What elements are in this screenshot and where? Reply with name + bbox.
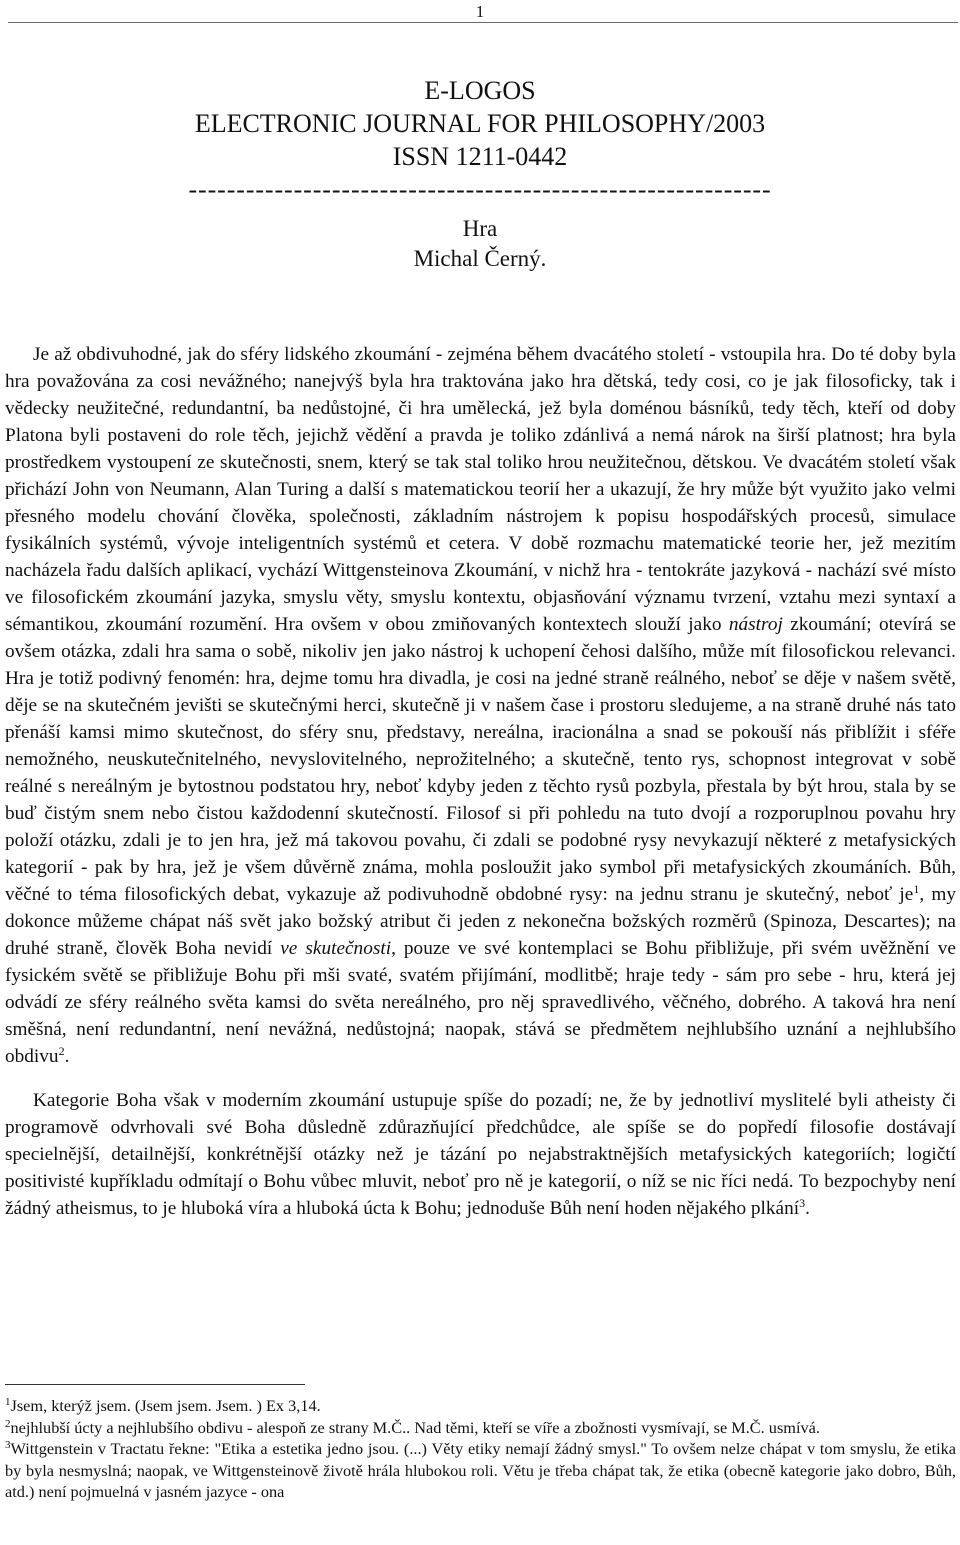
paragraph-2-text-b: . <box>805 1198 810 1219</box>
article-author: Michal Černý. <box>413 246 547 271</box>
paragraph-1-text-d: , pouze ve své kontemplaci se Bohu přibližuje, při svém uvěžnění ve fysickém světě se přibližuje Bohu při mši svaté, svatém přijímání, modlitbě; hraje tedy - sám pro sebe - hru, která jej odvádí ze sféry reálného světa kamsi do světa nereálného, pro něj spravedlivého, věčného, dobrého. A taková hra není směšná, není redundantní, není nevážná, nedůstojná; naopak, stává se předmětem nejhlubšího uznání a nejhlubšího obdivu <box>5 938 956 1067</box>
footnote-3 <box>5 1438 956 1503</box>
paragraph-1-emphasis-nastroj: nástroj <box>728 614 783 635</box>
paragraph-1-text-b: zkoumání; otevírá se ovšem otázka, zdali hra sama o sobě, nikoliv jen jako nástroj k uchopení čehosi dalšího, může mít filosofickou relevanci. Hra je totiž podivný fenomén: hra, dejme tomu hra divadla, je cosi na jedné straně reálného, neboť se děje v našem světě, děje se na skutečném jevišti se skutečnými herci, skutečně ji v našem čase i prostoru sledujeme, a na straně druhé nás tato přenáší kamsi mimo skutečnost, do sféry snu, představy, nereálna, iracionálna a snad se pokouší nás přiblížit i sféře nemožného, neuskutečnitelného, nevyslovitelného, neprožitelného; a skutečně, tento rys, schopnost integrovat v sobě reálné s nereálným je bytostnou podstatou hry, neboť kdyby jeden z těchto rysů pozbyla, přestala by být hrou, stala by se buď čistým snem nebo čistou každodenní skutečností. Filosof si při pohledu na tuto dvojí a rozporuplnou povahu hry položí otázku, zdali je to jen hra, jež má takovou povahu, či zdali se podobné rysy nevykazují některé z metafysických kategorií - pak by hra, jež je všem důvěrně známa, mohla posloužit jako symbol při metafysických zkoumáních. Bůh, věčné to téma filosofických debat, vykazuje až podivuhodně obdobné rysy: na jednu stranu je skutečný, neboť je <box>5 614 956 905</box>
footnote-2-text: nejhlubší úcty a nejhlubšího obdivu - alespoň ze strany M.Č.. Nad těmi, kteří se víře a zbožnosti vysmívají, se M.Č. usmívá. <box>10 1417 820 1437</box>
journal-header <box>0 74 960 206</box>
footnotes <box>5 1395 956 1503</box>
article-body <box>5 341 956 1222</box>
footnote-3-number: 3 <box>5 1439 11 1451</box>
footnote-1-text: Jsem, kterýž jsem. (Jsem jsem. Jsem. ) Ex 3,14. <box>10 1396 321 1415</box>
footnote-ref-1[interactable]: 1 <box>913 882 920 896</box>
paragraph-1-emphasis-skutecnosti: ve skutečnosti <box>280 938 392 959</box>
paragraph-2-text-a: Kategorie Boha však v moderním zkoumání ustupuje spíše do pozadí; ne, že by jednotliví myslitelé byli atheisty či programově odvrhovali své Boha důsledně zdůrazňující předchůdce, ale spíše se do popředí filosofie dostávají specielnější, detailnější, konkrétnější otázky než je tázání po nejabstraktnějších metafysických kategoriích; logičtí positivisté kupříkladu odmítají o Bohu vůbec mluvit, neboť pro ně je kategorií, o níž se nic říci nedá. To bezpochyby není žádný atheismus, to je hluboká víra a hluboká úcta k Bohu; jednoduše Bůh není hoden nějakého plkání <box>5 1090 956 1219</box>
footnote-1 <box>5 1395 956 1417</box>
journal-issn: ISSN 1211-0442 <box>392 142 568 171</box>
footnote-separator <box>5 1384 305 1385</box>
article-heading <box>0 214 960 274</box>
paragraph-1-text-a: Je až obdivuhodné, jak do sféry lidského zkoumání - zejména během dvacátého století - vstoupila hra. Do té doby byla hra považována za cosi nevážného; nanejvýš byla hra traktována jako hra dětská, tedy cosi, co je jak filosoficky, tak i vědecky neužitečné, redundantní, ba nedůstojné, či hra umělecká, jež byla doménou básníků, tedy těch, kteří od doby Platona byli postaveni do role těch, jejichž vědění a pravda je toliko zdánlivá a nemá nárok na širší platnost; hra byla prostředkem vystoupení ze skutečnosti, snem, který se tak stal toliko hrou neužitečnou, dětskou. Ve dvacátém století však přichází John von Neumann, Alan Turing a další s matematickou teorií her a ukazují, že hry může být využito jako velmi přesného modelu chování člověka, společnosti, základním nástrojem k popisu hospodářských procesů, simulace fysikálních systémů, vývoje inteligentních systémů et cetera. V době rozmachu matematické teorie her, jež mezitím nacházela řadu dalších aplikací, vychází Wittgensteinova Zkoumání, v nichž hra - tentokráte jazyková - nachází své místo ve filosofickém zkoumání jazyka, smyslu věty, smyslu kontextu, objasňování významu tvrzení, vztahu mezi syntaxí a sémantikou, zkoumání rozumění. Hra ovšem v obou zmiňovaných kontextech slouží jako <box>5 344 956 635</box>
journal-subtitle: ELECTRONIC JOURNAL FOR PHILOSOPHY/2003 <box>194 109 766 138</box>
journal-name: E-LOGOS <box>424 76 536 105</box>
paragraph-1-text-e: . <box>64 1046 70 1067</box>
paragraph-2 <box>5 1087 956 1222</box>
footnote-ref-2[interactable]: 2 <box>58 1044 65 1058</box>
footnote-ref-3[interactable]: 3 <box>799 1196 806 1210</box>
article-title: Hra <box>462 216 498 241</box>
footnote-2 <box>5 1417 956 1439</box>
footnote-3-text: Wittgenstein v Tractatu řekne: "Etika a estetika jedno jsou. (...) Věty etiky nemají žádný smysl." To ovšem nelze chápat v tom smyslu, že etika by byla nesmyslná; naopak, ve Wittgensteinově životě hrála hlubokou roli. Větu je třeba chápat tak, že etika (obecně kategorie jako dobro, Bůh, atd.) není pojmuelná v jasném jazyce - ona <box>5 1439 956 1501</box>
paragraph-1-text-c: , my dokonce můžeme chápat náš svět jako božský atribut či jeden z nekonečna božských rozměrů (Spinoza, Descartes); na druhé straně, člověk Boha nevidí <box>5 884 957 959</box>
footnote-1-number: 1 <box>5 1396 11 1408</box>
footnote-2-number: 2 <box>5 1417 11 1430</box>
paragraph-1 <box>5 341 956 1070</box>
header-rule <box>8 22 958 23</box>
header-separator: ------------------------------------------------------------- <box>188 175 772 204</box>
page-number: 1 <box>475 2 485 21</box>
